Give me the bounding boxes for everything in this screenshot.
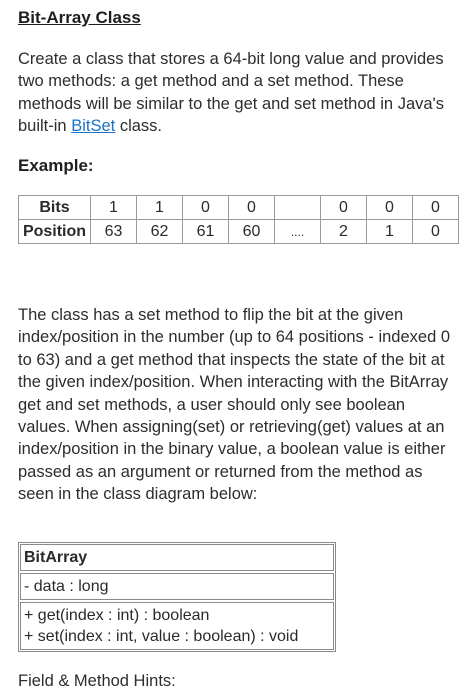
intro-paragraph	[18, 48, 458, 138]
position-cell: 0	[413, 220, 459, 244]
position-cell: 62	[137, 220, 183, 244]
bits-cell: 0	[183, 196, 229, 220]
position-cell: 2	[321, 220, 367, 244]
position-cell: 1	[367, 220, 413, 244]
method-set: + set(index : int, value : boolean) : void	[24, 628, 299, 645]
bits-cell-ellipsis	[275, 196, 321, 220]
position-row-header: Position	[19, 220, 91, 244]
class-fields	[20, 573, 334, 600]
bits-cell: 0	[413, 196, 459, 220]
field-data: - data : long	[24, 578, 109, 595]
position-cell: 61	[183, 220, 229, 244]
bits-cell: 1	[137, 196, 183, 220]
bits-row-header: Bits	[19, 196, 91, 220]
bits-table	[18, 195, 459, 244]
bits-cell: 0	[367, 196, 413, 220]
bits-row	[19, 196, 459, 220]
description-paragraph: The class has a set method to flip the bit at the given index/position in the number (up to 64 positions - indexed 0 to 63) and a get method that inspects the state of the bit at the given index/position. When interacting with the BitArray get and set methods, a user should only see boolean values. When assigning(set) or retrieving(get) values at an index/position in the binary value, a boolean value is either passed as an argument or returned from the method as seen in the class diagram below:	[18, 306, 451, 504]
bitset-link[interactable]: BitSet	[71, 117, 116, 136]
bits-cell: 0	[321, 196, 367, 220]
method-get: + get(index : int) : boolean	[24, 607, 210, 624]
intro-text-end: class.	[115, 117, 162, 136]
example-label: Example:	[18, 156, 94, 175]
class-diagram	[18, 542, 336, 652]
class-name: BitArray	[20, 544, 334, 571]
section-heading: Bit-Array Class	[18, 8, 141, 27]
intro-text: Create a class that stores a 64-bit long value and provides two methods: a get method and a set method. These methods will be similar to the get and set method in Java's built-in	[18, 50, 444, 136]
position-cell: 63	[91, 220, 137, 244]
position-cell: 60	[229, 220, 275, 244]
bits-cell: 0	[229, 196, 275, 220]
class-methods	[20, 602, 334, 650]
position-cell-ellipsis: ....	[275, 220, 321, 244]
position-row	[19, 220, 459, 244]
bits-cell: 1	[91, 196, 137, 220]
hints-label: Field & Method Hints:	[18, 672, 176, 690]
